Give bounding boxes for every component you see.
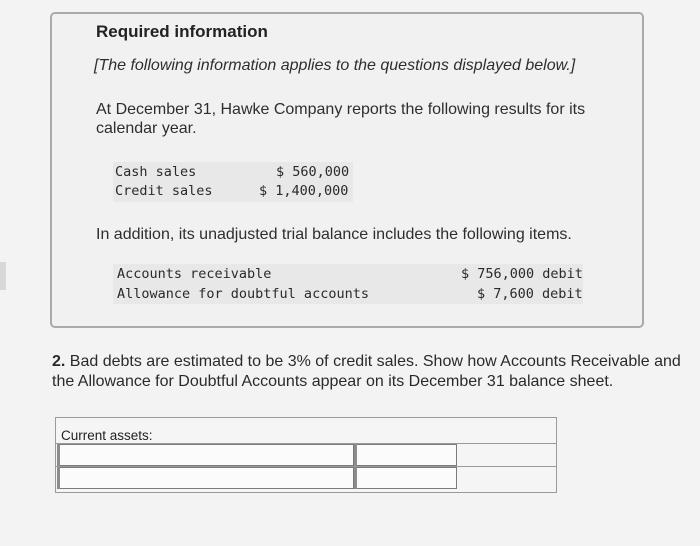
current-assets-label: Current assets: bbox=[61, 428, 153, 443]
cash-sales-amount: $ 560,000 bbox=[276, 164, 350, 180]
required-information-heading: Required information bbox=[96, 22, 268, 41]
intro-text: At December 31, Hawke Company reports the following results for its calendar year. bbox=[96, 101, 586, 137]
row-1-label-input[interactable] bbox=[57, 444, 354, 466]
row-2-amount-input[interactable] bbox=[354, 467, 457, 489]
accounts-receivable-label: Accounts receivable bbox=[117, 266, 272, 282]
cash-sales-label: Cash sales bbox=[115, 164, 197, 180]
window-edge bbox=[0, 262, 6, 290]
question-body: Bad debts are estimated to be 3% of credit sales. Show how Accounts Receivable and the Allowance for Doubtful Accounts appear on its December 31 balance sheet. bbox=[52, 353, 681, 390]
row-2-label-input[interactable] bbox=[57, 467, 354, 489]
applies-note: [The following information applies to the questions displayed below.] bbox=[94, 57, 576, 74]
accounts-receivable-amount: $ 756,000 debit bbox=[461, 266, 583, 282]
credit-sales-label: Credit sales bbox=[115, 183, 213, 199]
allowance-amount: $ 7,600 debit bbox=[477, 286, 583, 302]
addition-text: In addition, its unadjusted trial balance includes the following items. bbox=[96, 226, 572, 243]
question-number: 2. bbox=[52, 353, 66, 370]
credit-sales-amount: $ 1,400,000 bbox=[259, 183, 349, 199]
allowance-label: Allowance for doubtful accounts bbox=[117, 286, 369, 302]
row-1-amount-input[interactable] bbox=[354, 444, 457, 466]
question-text bbox=[52, 352, 682, 392]
